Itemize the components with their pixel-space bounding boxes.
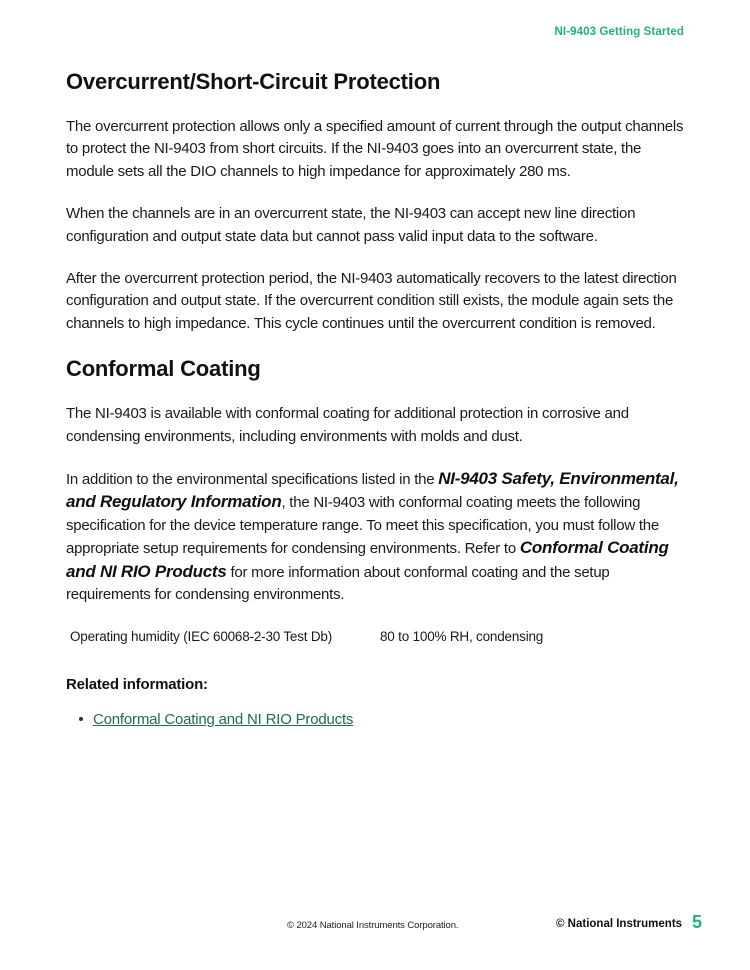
bullet-icon	[79, 717, 83, 721]
paragraph-conformal-2	[66, 468, 686, 606]
section-heading-conformal-coating: Conformal Coating	[66, 356, 261, 382]
spec-table-row	[70, 629, 686, 644]
running-header-title: NI-9403 Getting Started	[554, 26, 684, 38]
document-reference-safety-info: NI-9403 Safety, Environmental, and Regulatory Information	[66, 469, 679, 512]
footer-brand: © National Instruments	[556, 918, 683, 930]
paragraph-text: , the NI-9403 with conformal coating meets the following specification for the device temperature range. To meet this specification, you must follow the appropriate setup requirements for condensing environments. Refer to	[66, 494, 659, 558]
document-reference-conformal-coating: Conformal Coating and NI RIO Products	[66, 538, 669, 581]
paragraph-overcurrent-3: After the overcurrent protection period, the NI-9403 automatically recovers to the latest direction configuration and output state. If the overcurrent condition still exists, the module again sets the channels to high impedance. This cycle continues until the overcurrent condition is removed.	[66, 270, 677, 332]
page-number: 5	[692, 912, 703, 932]
related-link-item	[66, 711, 686, 728]
link-conformal-coating-ni-rio[interactable]: Conformal Coating and NI RIO Products	[93, 710, 354, 728]
section-heading-overcurrent: Overcurrent/Short-Circuit Protection	[66, 69, 441, 94]
related-information-heading: Related information:	[66, 675, 208, 693]
paragraph-conformal-1: The NI-9403 is available with conformal coating for additional protection in corrosive and condensing environments, including environments with molds and dust.	[66, 405, 629, 445]
paragraph-text: In addition to the environmental specifications listed in the	[66, 471, 439, 489]
footer-copyright: © 2024 National Instruments Corporation.	[287, 920, 459, 931]
paragraph-overcurrent-1: The overcurrent protection allows only a specified amount of current through the output channels to protect the NI-9403 from short circuits. If the NI-9403 goes into an overcurrent state, the module sets all the DIO channels to high impedance for approximately 280 ms.	[66, 118, 684, 180]
spec-value: 80 to 100% RH, condensing	[380, 628, 544, 644]
spec-label: Operating humidity (IEC 60068-2-30 Test Db)	[70, 628, 333, 644]
related-links-list	[66, 711, 686, 728]
paragraph-text: for more information about conformal coating and the setup requirements for condensing environments.	[66, 563, 610, 604]
paragraph-overcurrent-2: When the channels are in an overcurrent state, the NI-9403 can accept new line direction configuration and output state data but cannot pass valid input data to the software.	[66, 205, 636, 245]
page-content	[66, 66, 686, 728]
